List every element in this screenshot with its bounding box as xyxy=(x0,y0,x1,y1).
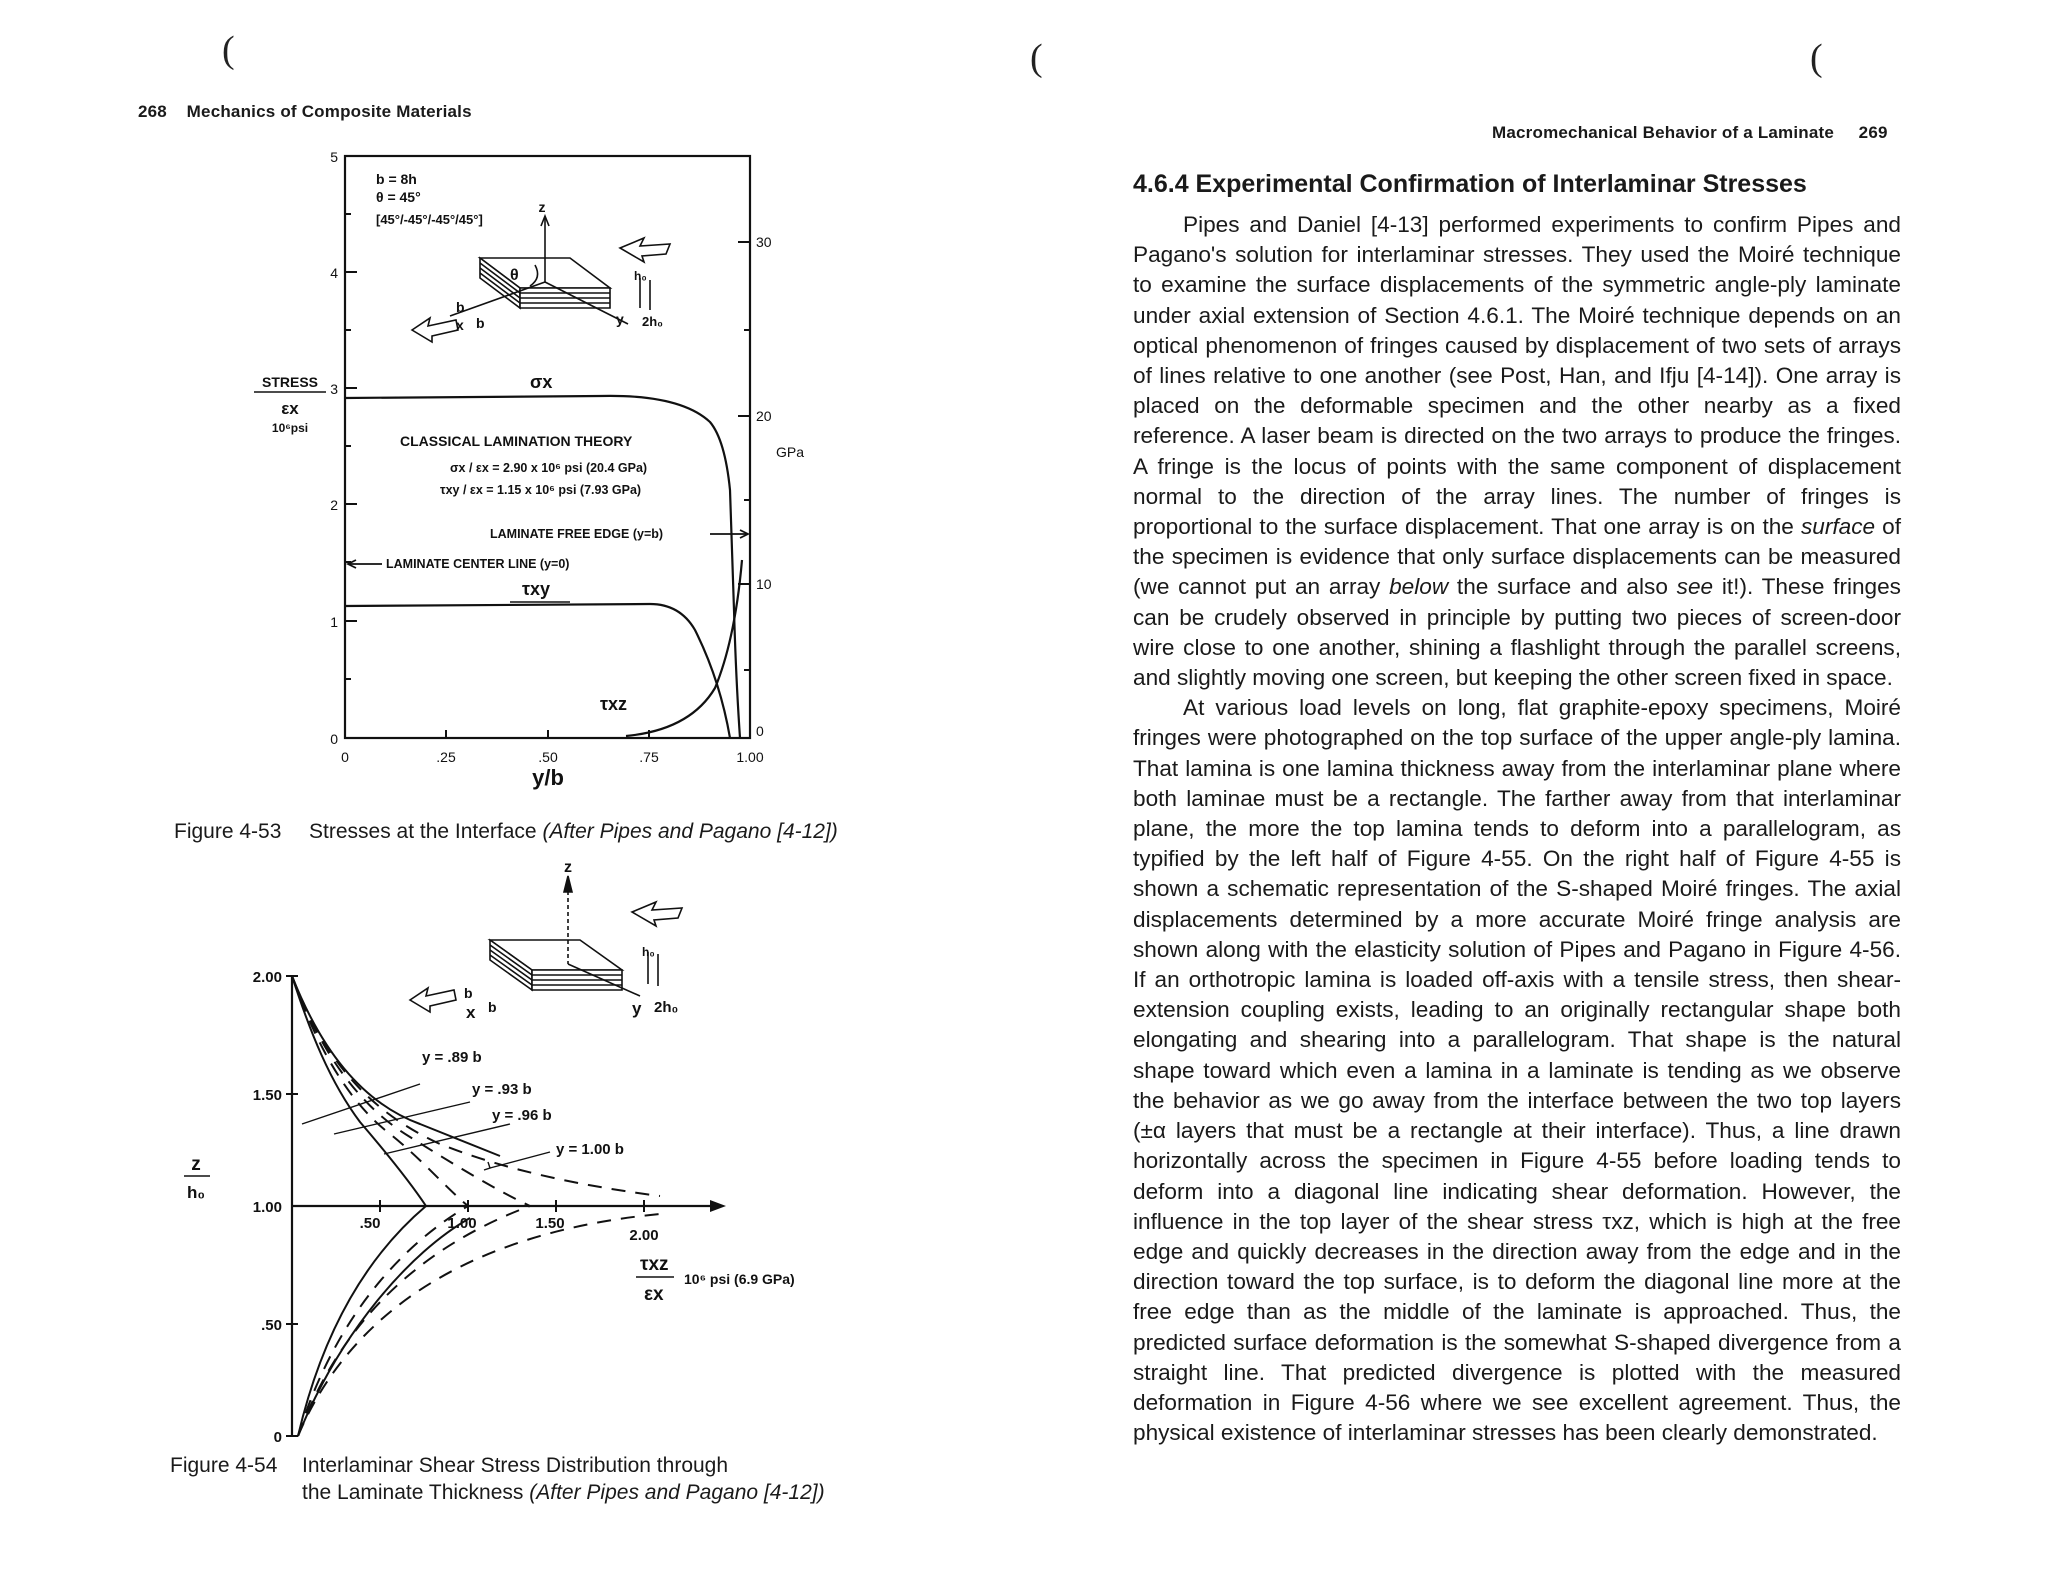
fig54-y-axis-label: y xyxy=(632,999,642,1018)
fig53-x-label: y/b xyxy=(532,765,564,790)
fig53-center-line-label: LAMINATE CENTER LINE (y=0) xyxy=(386,557,570,571)
fig54-ytick-50: .50 xyxy=(261,1317,282,1334)
scan-mark-center: ( xyxy=(1030,37,1043,79)
fig54-y-den: h₀ xyxy=(186,1183,206,1202)
fig53-free-edge-label: LAMINATE FREE EDGE (y=b) xyxy=(490,527,664,541)
fig53-right-tick-labels xyxy=(756,234,804,739)
fig54-b-label: b xyxy=(464,985,473,1001)
fig53-laminate-note xyxy=(376,171,483,227)
fig53-note-b: b = 8h xyxy=(376,171,417,187)
fig53-sigma-label: σx xyxy=(530,372,553,392)
fig54-z-label: z xyxy=(564,859,572,876)
fig53-theory-block xyxy=(386,433,663,571)
scan-mark-right: ( xyxy=(1810,37,1823,79)
fig54-laminate-sketch xyxy=(410,876,682,1012)
caption-54-number: Figure 4-54 xyxy=(170,1454,278,1477)
fig53-note-stacking: [45°/-45°/-45°/45°] xyxy=(376,212,483,227)
fig53-note-theta: θ = 45° xyxy=(376,189,421,205)
right-page-header xyxy=(1492,123,1888,143)
fig54-curves-lower xyxy=(298,1206,660,1436)
fig53-ytick-2: 2 xyxy=(330,497,338,513)
caption-figure-4-54 xyxy=(170,1452,825,1506)
p1-text-a: Pipes and Daniel [4-13] performed experiments to confirm Pipes and Pagano's solution for interlaminar stresses. They used the Moiré technique to examine the surface displacements of the symmetric angle-ply laminate under axial extension of Section 4.6.1. The Moiré technique depends on an optical phenomenon of fringes caused by displacement of two sets of arrays of lines relative to one another (see Post, Han, and Ifju [4-14]). One array is placed on the deformable specimen and the other nearby as a fixed reference. A laser beam is directed on the two arrays to produce the fringes. A fringe is the locus of points with the same component of displacement normal to the direction of the array lines. The number of fringes is proportional to the surface displacement. That one array is on the xyxy=(1133,212,1901,540)
fig54-x-label xyxy=(636,1254,795,1305)
fig53-rtick-20: 20 xyxy=(756,408,772,424)
section-title: 4.6.4 Experimental Confirmation of Interlaminar Stresses xyxy=(1133,170,1807,198)
fig53-theta-label: θ xyxy=(510,267,519,284)
caption-53-number: Figure 4-53 xyxy=(174,820,282,843)
fig54-x-den: εx xyxy=(644,1284,664,1305)
fig53-y-unit: 10⁶psi xyxy=(271,421,309,435)
caption-53-text: Stresses at the Interface xyxy=(309,820,543,843)
left-page-header xyxy=(138,102,472,122)
fig53-left-tick-labels xyxy=(330,149,338,747)
fig53-laminate-sketch xyxy=(412,216,670,342)
fig53-y-sub: εx xyxy=(281,399,299,418)
p1-em-surface: surface xyxy=(1800,514,1876,540)
fig53-y-axis-label: y xyxy=(616,311,624,327)
left-running-head: Mechanics of Composite Materials xyxy=(186,102,472,121)
p2-text: At various load levels on long, flat graphite-epoxy specimens, Moiré fringes were photographed on the top surface of the upper angle-ply lamina. That lamina is one lamina thickness away from the interlaminar plane where both laminae must be a rectangle. The farther away from that interlaminar plane, the more the top lamina tends to deform into a parallelogram, as typified by the left half of Figure 4-55. On the right half of Figure 4-55 is shown a schematic representation of the S-shaped Moiré fringes. The axial displacements determined by a more accurate Moiré fringe analysis are shown along with the elasticity solution of Pipes and Pagano in Figure 4-56. If an orthotropic lamina is loaded off-axis with a tensile stress, then shear-extension coupling exists, leading to an originally rectangular shape both elongating and shearing into a parallelogram. That shape is the natural shape toward which even a lamina in a laminate is tending as we observe the behavior as we go away from the interface between the two top layers (±α layers that must be a rectangle at their interface). Thus, a line drawn horizontally across the specimen in Figure 4-55 before loading tends to deform into a diagonal line indicating shear deformation. However, the influence in the top layer of the shear stress τxz, which is high at the free edge and quickly decreases in the direction away from the edge and in the direction toward the top surface, is to deform the diagonal line more at the free edge than as the middle of the laminate is approached. Thus, the predicted surface deformation is the somewhat S-shaped divergence from a straight line. That predicted divergence is plotted with the measured deformation in Figure 4-56 where we see excellent agreement. Thus, the physical existence of interlaminar stresses has been clearly demonstrated. xyxy=(1133,695,1901,1446)
fig53-x-axis-label: x xyxy=(456,317,464,333)
fig54-x-tick-labels xyxy=(360,1215,659,1244)
fig54-xtick-100: 1.00 xyxy=(447,1215,477,1232)
fig53-h0-label: h₀ xyxy=(634,269,647,283)
fig53-ytick-3: 3 xyxy=(330,381,338,397)
fig54-curve-label-96: y = .96 b xyxy=(492,1107,552,1124)
caption-54-line2: the Laminate Thickness xyxy=(302,1481,530,1504)
fig53-x-tick-labels xyxy=(341,749,764,765)
fig53-txy-label: τxy xyxy=(522,579,551,599)
fig53-2h0-label: 2h₀ xyxy=(642,314,664,329)
left-page-number: 268 xyxy=(138,102,167,121)
fig54-ytick-100: 1.00 xyxy=(252,1199,282,1216)
fig54-x-axis-label: x xyxy=(466,1003,476,1022)
fig54-x-num: τxz xyxy=(640,1254,669,1275)
fig54-x-arrow xyxy=(710,1200,726,1212)
caption-53-italic: (After Pipes and Pagano [4-12]) xyxy=(542,820,838,843)
fig53-y-label xyxy=(254,374,326,435)
fig53-rtick-0: 0 xyxy=(756,723,764,739)
fig53-rtick-10: 10 xyxy=(756,576,772,592)
p1-em-see: see xyxy=(1676,574,1714,600)
fig53-txz-label: τxz xyxy=(600,694,628,714)
fig54-curve-label-100: y = 1.00 b xyxy=(556,1141,624,1158)
fig53-xtick-50: .50 xyxy=(538,749,558,765)
figure-4-53 xyxy=(150,140,805,790)
right-running-head: Macromechanical Behavior of a Laminate xyxy=(1492,123,1835,142)
fig54-b2-label: b xyxy=(488,999,497,1015)
scan-mark-left: ( xyxy=(222,29,235,71)
fig53-theory-line1: σx / εx = 2.90 x 10⁶ psi (20.4 GPa) xyxy=(450,461,648,475)
fig54-y-num: z xyxy=(191,1154,201,1175)
paragraph-2 xyxy=(1133,693,1901,1448)
fig53-xtick-75: .75 xyxy=(639,749,659,765)
fig54-curve-label-89: y = .89 b xyxy=(422,1049,482,1066)
page-gutter xyxy=(1040,80,1042,1460)
fig53-ytick-5: 5 xyxy=(330,149,338,165)
fig53-xtick-100: 1.00 xyxy=(736,749,764,765)
fig53-b-label: b xyxy=(456,299,465,315)
caption-54-italic: (After Pipes and Pagano [4-12]) xyxy=(529,1481,825,1504)
fig54-xtick-200: 2.00 xyxy=(629,1227,659,1244)
right-page-number: 269 xyxy=(1858,123,1888,142)
p1-text-d: it!). These fringes can be crudely observed in principle by putting two pieces of screen-door wire close to one another, shining a flashlight through the parallel screens, and slightly moving one screen, but keeping the other screen fixed in space. xyxy=(1133,574,1901,691)
p1-text-b: of the specimen is evidence that only surface displacements can be measured (we cannot put an array xyxy=(1133,514,1902,600)
fig54-ytick-150: 1.50 xyxy=(252,1087,282,1104)
fig53-theory-title: CLASSICAL LAMINATION THEORY xyxy=(400,433,633,449)
fig54-ytick-0: 0 xyxy=(273,1429,282,1446)
fig53-xtick-0: 0 xyxy=(341,749,349,765)
caption-54-line1: Interlaminar Shear Stress Distribution through xyxy=(302,1454,729,1477)
fig53-ytick-1: 1 xyxy=(330,614,338,630)
fig53-y-title: STRESS xyxy=(261,374,319,390)
p1-text-c: the surface and also xyxy=(1448,574,1677,600)
p1-em-below: below xyxy=(1389,574,1449,600)
fig53-xtick-25: .25 xyxy=(436,749,456,765)
fig54-ytick-200: 2.00 xyxy=(252,969,282,986)
fig54-curve-label-93: y = .93 b xyxy=(472,1081,532,1098)
fig53-b2-label: b xyxy=(476,315,485,331)
fig53-right-unit: GPa xyxy=(776,444,805,460)
caption-figure-4-53 xyxy=(174,818,838,845)
fig54-x-unit: 10⁶ psi (6.9 GPa) xyxy=(684,1271,795,1287)
fig54-2h0-label: 2h₀ xyxy=(654,999,679,1016)
fig54-y-tick-labels xyxy=(253,969,282,1446)
fig53-theory-line2: τxy / εx = 1.15 x 10⁶ psi (7.93 GPa) xyxy=(440,483,642,497)
fig53-txy-curve xyxy=(345,604,730,738)
fig53-ytick-4: 4 xyxy=(330,265,338,281)
body-text xyxy=(1133,210,1901,1448)
figure-4-54 xyxy=(170,859,870,1446)
paragraph-1 xyxy=(1133,210,1901,693)
fig54-xtick-50: .50 xyxy=(359,1215,381,1232)
fig54-h0-label: h₀ xyxy=(642,945,655,959)
fig53-ytick-0: 0 xyxy=(330,731,338,747)
fig54-xtick-150: 1.50 xyxy=(535,1215,565,1232)
fig53-rtick-30: 30 xyxy=(756,234,772,250)
fig53-z-label: z xyxy=(538,199,546,215)
fig54-curve-labels xyxy=(422,1049,624,1158)
fig54-y-label xyxy=(184,1154,210,1202)
